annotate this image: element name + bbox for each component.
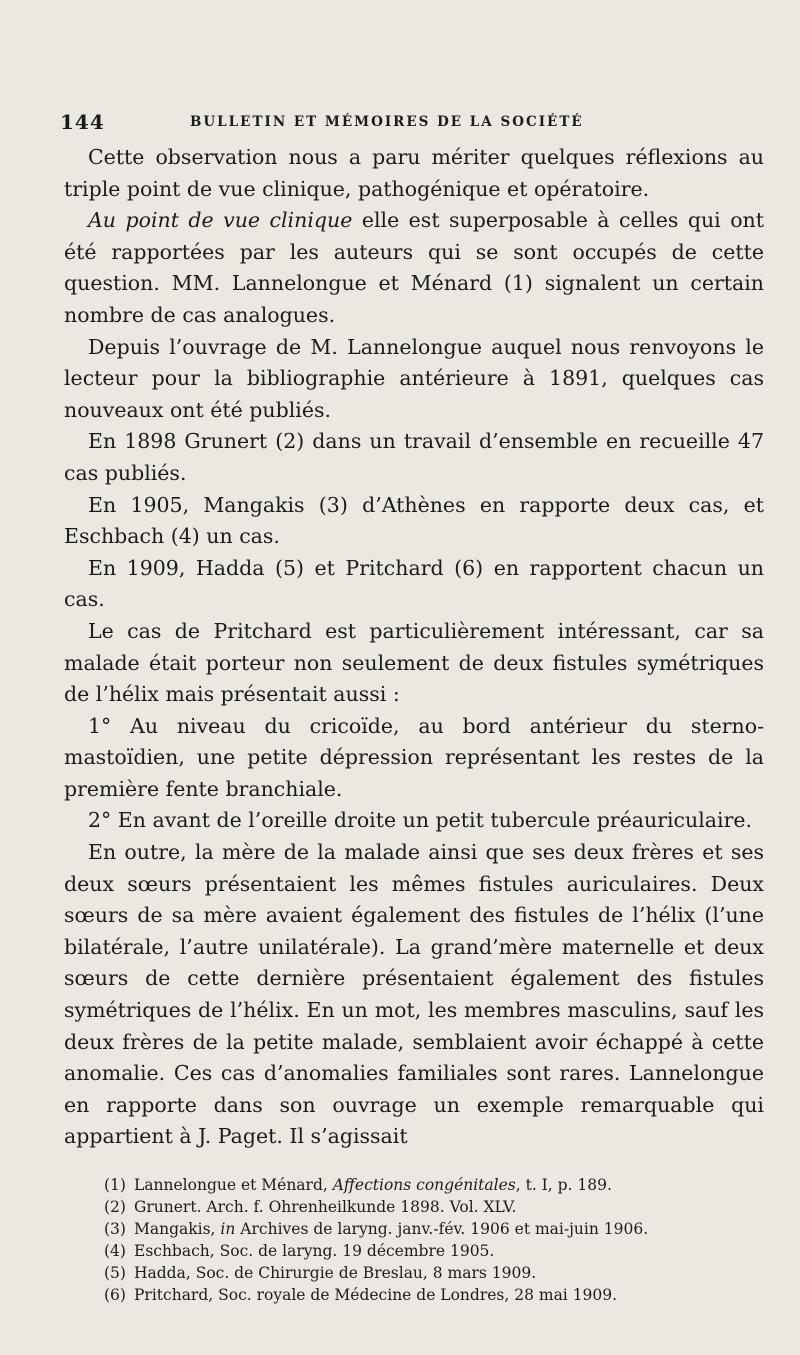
footnote-number: (2) xyxy=(104,1198,126,1216)
paragraph: Le cas de Pritchard est particulièrement intéressant, car sa malade était porteur non seulement de deux fistules symétriques de l’hélix mais présentait aussi : xyxy=(64,618,764,707)
footnote: (1) Lannelongue et Ménard, Affections congénitales, t. I, p. 189. xyxy=(104,1176,612,1194)
footnote-number: (5) xyxy=(104,1264,126,1282)
paragraph: En outre, la mère de la malade ainsi que ses deux frères et ses deux sœurs présentaient les mêmes fistules auriculaires. Deux sœurs de sa mère avaient également des fistules de l’hélix (l’une bilatérale, l’autre unilatérale). La grand’mère maternelle et deux sœurs de cette dernière présentaient également des fistules symétriques de l’hélix. En un mot, les membres masculins, sauf les deux frères de la petite malade, semblaient avoir échappé à cette anomalie. Ces cas d’anomalies familiales sont rares. Lannelongue en rapporte dans son ouvrage un exemple remarquable qui appartient à J. Paget. Il s’agissait xyxy=(64,840,764,1149)
paragraph: En 1909, Hadda (5) et Pritchard (6) en rapportent chacun un cas. xyxy=(64,555,764,612)
paragraph: 1° Au niveau du cricoïde, au bord antérieur du sterno-mastoïdien, une petite dépression représentant les restes de la première fente branchiale. xyxy=(64,713,764,801)
footnote-number: (6) xyxy=(104,1286,126,1304)
footnote-number: (3) xyxy=(104,1220,126,1238)
footnote: (4) Eschbach, Soc. de laryng. 19 décembre 1905. xyxy=(104,1242,495,1260)
paragraph: 2° En avant de l’oreille droite un petit tubercule préauriculaire. xyxy=(88,808,753,833)
running-title: BULLETIN ET MÉMOIRES DE LA SOCIÉTÉ xyxy=(190,114,584,130)
footnote: (2) Grunert. Arch. f. Ohrenheilkunde 1898. Vol. XLV. xyxy=(104,1198,517,1216)
page-number: 144 xyxy=(60,110,105,134)
page-header xyxy=(60,110,760,140)
paragraph: Depuis l’ouvrage de M. Lannelongue auquel nous renvoyons le lecteur pour la bibliographie antérieure à 1891, quelques cas nouveaux ont été publiés. xyxy=(64,334,764,422)
body-text xyxy=(64,142,764,1153)
footnote: (6) Pritchard, Soc. royale de Médecine de Londres, 28 mai 1909. xyxy=(104,1286,618,1304)
paragraph: Cette observation nous a paru mériter quelques réflexions au triple point de vue clinique, pathogénique et opératoire. xyxy=(64,145,764,201)
footnote-number: (4) xyxy=(104,1242,126,1260)
paragraph: En 1898 Grunert (2) dans un travail d’ensemble en recueille 47 cas publiés. xyxy=(64,429,764,485)
footnote: (5) Hadda, Soc. de Chirurgie de Breslau, 8 mars 1909. xyxy=(104,1264,537,1282)
paragraph: En 1905, Mangakis (3) d’Athènes en rapporte deux cas, et Eschbach (4) un cas. xyxy=(64,492,764,549)
italic-lead: Au point de vue clinique xyxy=(88,208,353,233)
footnotes xyxy=(104,1174,764,1306)
paragraph xyxy=(64,205,764,331)
paragraph-text: elle est superposable à celles qui ont été rapportées par les auteurs qui se sont occupés de cette question. MM. Lannelongue et Ménard (1) signalent un certain nombre de cas analogues. xyxy=(64,208,764,327)
footnote-number: (1) xyxy=(104,1176,126,1194)
footnote: (3) Mangakis, in Archives de laryng. janv.-fév. 1906 et mai-juin 1906. xyxy=(104,1220,649,1238)
